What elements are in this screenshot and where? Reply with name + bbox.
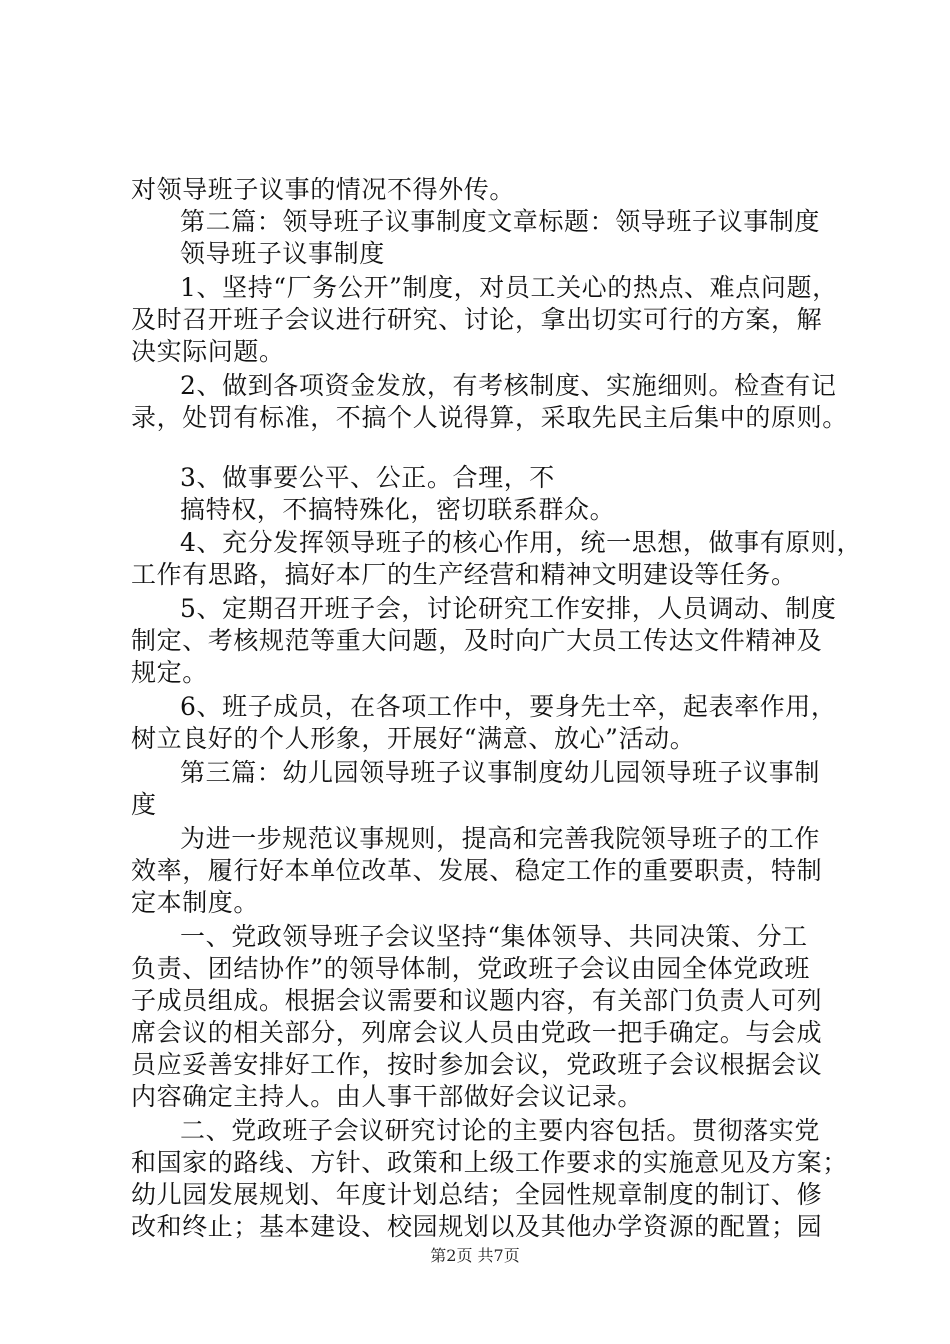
text-line: 为进一步规范议事规则，提高和完善我院领导班子的工作 (180, 824, 821, 853)
text-line: 2、做到各项资金发放，有考核制度、实施细则。检查有记 (180, 371, 837, 400)
text-line: 定本制度。 (131, 888, 260, 917)
section-subheading: 领导班子议事制度 (180, 239, 385, 268)
text-line: 4、充分发挥领导班子的核心作用，统一思想，做事有原则， (180, 528, 863, 557)
text-line: 录，处罚有标准，不搞个人说得算，采取先民主后集中的原则。 (131, 403, 848, 432)
text-line: 一、党政领导班子会议坚持“集体领导、共同决策、分工 (180, 922, 808, 951)
text-line: 席会议的相关部分，列席会议人员由党政一把手确定。与会成 (131, 1018, 823, 1047)
text-line: 3、做事要公平、公正。合理，不 (180, 463, 555, 492)
text-line: 工作有思路，搞好本厂的生产经营和精神文明建设等任务。 (131, 560, 797, 589)
section-heading: 第三篇：幼儿园领导班子议事制度幼儿园领导班子议事制 (180, 758, 821, 787)
text-line: 效率，履行好本单位改革、发展、稳定工作的重要职责，特制 (131, 856, 823, 885)
text-line: 对领导班子议事的情况不得外传。 (131, 175, 516, 204)
text-line: 负责、团结协作”的领导体制，党政班子会议由园全体党政班 (131, 954, 810, 983)
text-line: 5、定期召开班子会，讨论研究工作安排，人员调动、制度 (180, 594, 837, 623)
text-line: 及时召开班子会议进行研究、讨论，拿出切实可行的方案，解 (131, 305, 823, 334)
text-line: 和国家的路线、方针、政策和上级工作要求的实施意见及方案； (131, 1148, 848, 1177)
text-line: 二、党政班子会议研究讨论的主要内容包括。贯彻落实党 (180, 1116, 821, 1145)
text-line: 改和终止；基本建设、校园规划以及其他办学资源的配置；园 (131, 1212, 823, 1241)
text-line: 制定、考核规范等重大问题，及时向广大员工传达文件精神及 (131, 626, 823, 655)
text-line: 规定。 (131, 658, 208, 687)
section-heading: 度 (131, 790, 157, 819)
text-line: 内容确定主持人。由人事干部做好会议记录。 (131, 1082, 644, 1111)
page-number-footer: 第2页 共7页 (430, 1246, 520, 1265)
text-line: 树立良好的个人形象，开展好“满意、放心”活动。 (131, 724, 696, 753)
text-line: 幼儿园发展规划、年度计划总结；全园性规章制度的制订、修 (131, 1180, 823, 1209)
section-heading: 第二篇：领导班子议事制度文章标题：领导班子议事制度 (180, 207, 821, 236)
text-line: 6、班子成员，在各项工作中，要身先士卒，起表率作用， (180, 692, 837, 721)
text-line: 员应妥善安排好工作，按时参加会议，党政班子会议根据会议 (131, 1050, 823, 1079)
text-line: 1、坚持“厂务公开”制度，对员工关心的热点、难点问题， (180, 273, 838, 302)
text-line: 子成员组成。根据会议需要和议题内容，有关部门负责人可列 (131, 986, 823, 1015)
text-line: 决实际问题。 (131, 337, 285, 366)
text-line: 搞特权，不搞特殊化，密切联系群众。 (180, 495, 616, 524)
